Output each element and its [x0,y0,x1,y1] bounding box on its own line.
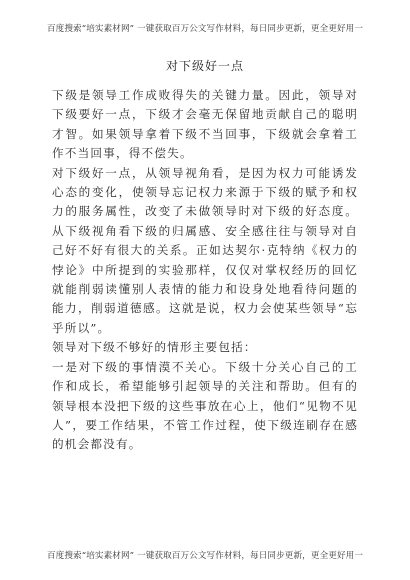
paragraph: 下级是领导工作成败得失的关键力量。因此，领导对下级要好一点，下级才会毫无保留地贡献自己的聪明才智。如果领导拿着下级不当回事，下级就会拿着工作不当回事，得不偿失。 [52,88,358,161]
paragraph: 对下级好一点，从领导视角看，是因为权力可能诱发心态的变化，使领导忘记权力来源于下级的赋予和权力的服务属性，改变了未做领导时对下级的好态度。从下级视角看下级的归属感、安全感往往与领导对自己好不好有很大的关系。正如达契尔·克特纳《权力的悖论》中所提到的实验那样，仅仅对掌权经历的回忆就能削弱读懂别人表情的能力和设身处地看待问题的能力，削弱道德感。这就是说，权力会使某些领导“忘乎所以”。 [52,165,358,335]
paragraph: 领导对下级不够好的情形主要包括： [52,340,257,355]
document-body [52,86,358,455]
paragraph: 一是对下级的事情漠不关心。下级十分关心自己的工作和成长，希望能够引起领导的关注和帮助。但有的领导根本没把下级的这些事放在心上，他们“见物不见人”，要工作结果，不管工作过程，使下级连刷存在感的机会都没有。 [52,359,358,452]
document-title: 对下级好一点 [165,59,244,73]
footer-banner: 百度搜索“培实素材网” 一键获取百万公文写作材料，每日同步更新，更全更好用一 [46,551,364,561]
header-banner: 百度搜索“培实素材网” 一键获取百万公文写作材料，每日同步更新，更全更好用一 [46,24,364,34]
